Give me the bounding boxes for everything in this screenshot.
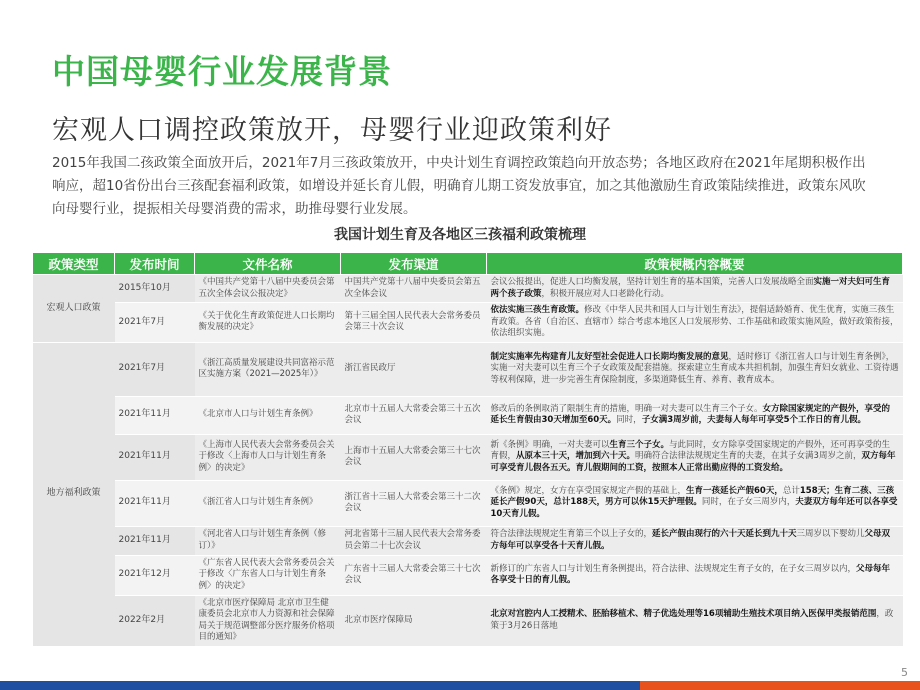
file-name-cell: 《广东省人民代表大会常务委员会关于修改〈广东省人口与计划生育条例〉的决定》: [195, 555, 341, 595]
channel-cell: 北京市医疗保障局: [341, 595, 487, 646]
file-name-cell: 《中国共产党第十八届中央委员会第五次全体会议公报决定》: [195, 275, 341, 303]
header-summary: 政策梗概内容概要: [487, 253, 903, 275]
summary-cell: 《条例》规定，女方在享受国家规定产假的基础上，生育一孩延长产假60天，总计158天；生育二孩、三孩延长产假90天，总计188天，男方可以休15天护理假。同时，在子女三周岁内，夫妻双方每年还可以各享受10天育儿假。: [487, 480, 903, 526]
intro-paragraph: 2015年我国二孩政策全面放开后，2021年7月三孩政策放开，中央计划生育调控政策趋向开放态势；各地区政府在2021年尾期积极作出响应，超10省份出台三孩配套福利政策，如增设并延长育儿假，明确育儿期工资发放事宜，加之其他激励生育政策陆续推进，政策东风吹向母婴行业，提振相关母婴消费的需求，助推母婴行业发展。: [52, 155, 866, 217]
channel-cell: 第十三届全国人民代表大会常务委员会第三十次会议: [341, 303, 487, 343]
date-cell: 2021年7月: [115, 303, 195, 343]
date-cell: 2021年7月: [115, 342, 195, 396]
summary-cell: 修改后的条例取消了限制生育的措施，明确一对夫妻可以生育三个子女。女方除国家规定的产假外，享受的延长生育假由30天增加至60天。同时，子女满3周岁前，夫妻每人每年可享受5个工作日的育儿假。: [487, 396, 903, 434]
summary-cell: 依法实施三孩生育政策。修改《中华人民共和国人口与计划生育法》，提倡适龄婚育、优生优育，实施三孩生育政策。各省（自治区、直辖市）综合考虑本地区人口发展形势、工作基础和政策实施风险，做好政策衔接，依法组织实施。: [487, 303, 903, 343]
summary-cell: 新修订的广东省人口与计划生育条例提出，符合法律、法规规定生育子女的，在子女三周岁以内，父母每年各享受十日的育儿假。: [487, 555, 903, 595]
date-cell: 2021年11月: [115, 526, 195, 555]
policy-table: [32, 252, 903, 647]
summary-cell: 制定实施率先构建育儿友好型社会促进人口长期均衡发展的意见，适时修订《浙江省人口与计划生育条例》，实施一对夫妻可以生育三个子女政策及配套措施。探索建立生育成本共担机制，加强生育妇女就业、工资待遇等权利保障，进一步完善生育保险制度，多渠道降低生育、养育、教育成本。: [487, 342, 903, 396]
footer-bar-blue: [0, 681, 640, 690]
channel-cell: 浙江省十三届人大常委会第三十二次会议: [341, 480, 487, 526]
summary-cell: 新《条例》明确，一对夫妻可以生育三个子女。与此同时，女方除享受国家规定的产假外，还可再享受的生育假，从原本三十天，增加到六十天。明确符合法律法规规定生育的夫妻，在其子女满3周岁之前，双方每年可享受育儿假各五天。育儿假期间的工资，按照本人正常出勤应得的工资发给。: [487, 434, 903, 480]
channel-cell: 广东省十三届人大常委会第三十七次会议: [341, 555, 487, 595]
policy-type-cell: 地方福利政策: [33, 342, 115, 646]
header-file-name: 文件名称: [195, 253, 341, 275]
page-subtitle: 宏观人口调控政策放开，母婴行业迎政策利好: [52, 115, 612, 146]
channel-cell: 浙江省民政厅: [341, 342, 487, 396]
file-name-cell: 《浙江省人口与计划生育条例》: [195, 480, 341, 526]
channel-cell: 河北省第十三届人民代表大会常务委员会第二十七次会议: [341, 526, 487, 555]
channel-cell: 中国共产党第十八届中央委员会第五次全体会议: [341, 275, 487, 303]
table-row: [33, 555, 903, 595]
file-name-cell: 《浙江高质量发展建设共同富裕示范区实施方案（2021—2025年）》: [195, 342, 341, 396]
page-number: 5: [901, 666, 908, 679]
date-cell: 2021年11月: [115, 396, 195, 434]
table-row: [33, 275, 903, 303]
table-row: [33, 303, 903, 343]
channel-cell: 上海市十五届人大常委会第三十七次会议: [341, 434, 487, 480]
table-header-row: [33, 253, 903, 275]
table-row: [33, 595, 903, 646]
table-row: [33, 342, 903, 396]
summary-cell: 北京对宫腔内人工授精术、胚胎移植术、精子优选处理等16项辅助生殖技术项目纳入医保甲类报销范围，政策于3月26日落地: [487, 595, 903, 646]
date-cell: 2021年11月: [115, 434, 195, 480]
date-cell: 2021年12月: [115, 555, 195, 595]
policy-type-cell: 宏观人口政策: [33, 275, 115, 343]
footer-bar-orange: [640, 681, 920, 690]
table-row: [33, 396, 903, 434]
file-name-cell: 《上海市人民代表大会常务委员会关于修改〈上海市人口与计划生育条例〉的决定》: [195, 434, 341, 480]
footer-bar: [0, 681, 920, 690]
file-name-cell: 《北京市人口与计划生育条例》: [195, 396, 341, 434]
file-name-cell: 《关于优化生育政策促进人口长期均衡发展的决定》: [195, 303, 341, 343]
date-cell: 2021年11月: [115, 480, 195, 526]
file-name-cell: 《北京市医疗保障局 北京市卫生健康委员会北京市人力资源和社会保障局关于规范调整部分医疗服务价格项目的通知》: [195, 595, 341, 646]
header-date: 发布时间: [115, 253, 195, 275]
file-name-cell: 《河北省人口与计划生育条例（修订）》: [195, 526, 341, 555]
summary-cell: 会议公报提出，促进人口均衡发展，坚持计划生育的基本国策，完善人口发展战略全面实施一对夫妇可生育两个孩子政策，积极开展应对人口老龄化行动。: [487, 275, 903, 303]
header-channel: 发布渠道: [341, 253, 487, 275]
page-title: 中国母婴行业发展背景: [52, 52, 392, 91]
header-policy-type: 政策类型: [33, 253, 115, 275]
date-cell: 2022年2月: [115, 595, 195, 646]
table-title: 我国计划生育及各地区三孩福利政策梳理: [334, 227, 586, 243]
summary-cell: 符合法律法规规定生育第三个以上子女的，延长产假由现行的六十天延长到九十天三周岁以下婴幼儿父母双方每年可以享受各十天育儿假。: [487, 526, 903, 555]
channel-cell: 北京市十五届人大常委会第三十五次会议: [341, 396, 487, 434]
table-row: [33, 480, 903, 526]
table-row: [33, 526, 903, 555]
table-row: [33, 434, 903, 480]
date-cell: 2015年10月: [115, 275, 195, 303]
